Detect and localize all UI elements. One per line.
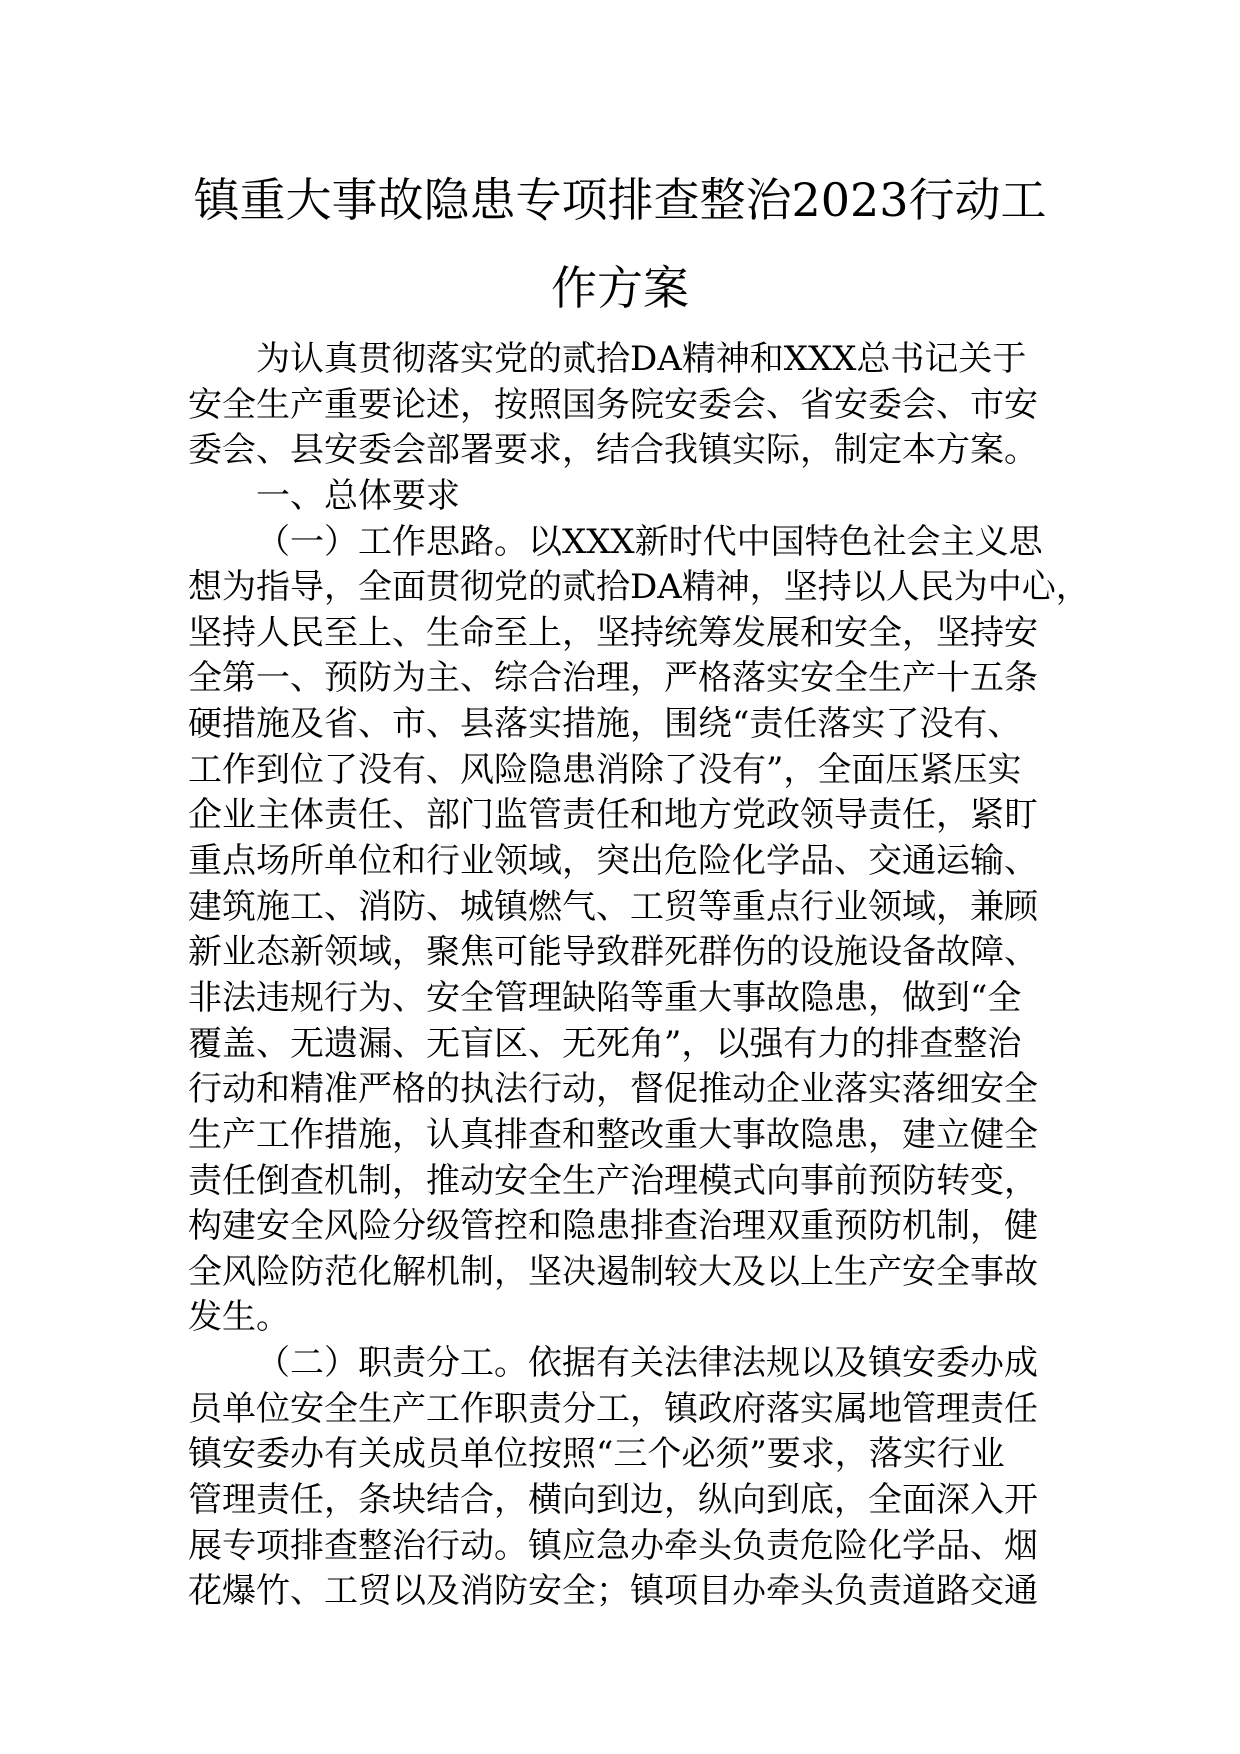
body-line: 非法违规行为、安全管理缺陷等重大事故隐患，做到“全 [188, 977, 1022, 1018]
body-line: 镇安委办有关成员单位按照“三个必须”要求，落实行业 [188, 1434, 1005, 1475]
body-line: 重点场所单位和行业领域，突出危险化学品、交通运输、 [188, 841, 1038, 882]
body-line: 覆盖、无遗漏、无盲区、无死角”，以强有力的排查整治 [188, 1023, 1022, 1064]
body-line: 生产工作措施，认真排查和整改重大事故隐患，建立健全 [188, 1114, 1038, 1155]
body-line: （二）职责分工。依据有关法律法规以及镇安委办成 [256, 1343, 1038, 1384]
body-line: 新业态新领域，聚焦可能导致群死群伤的设施设备故障、 [188, 932, 1038, 973]
body-line: 全第一、预防为主、综合治理，严格落实安全生产十五条 [188, 658, 1038, 699]
body-line: 工作到位了没有、风险隐患消除了没有”，全面压紧压实 [188, 749, 1022, 790]
body-line: 委会、县安委会部署要求，结合我镇实际，制定本方案。 [188, 430, 1038, 471]
section-heading: 一、总体要求 [256, 475, 460, 516]
body-line: 发生。 [188, 1297, 290, 1338]
body-line: 员单位安全生产工作职责分工，镇政府落实属地管理责任 [188, 1388, 1038, 1429]
document-title-line-2: 作方案 [551, 261, 689, 315]
body-line: 硬措施及省、市、县落实措施，围绕“责任落实了没有、 [188, 704, 1022, 745]
body-line: 建筑施工、消防、城镇燃气、工贸等重点行业领域，兼顾 [188, 886, 1038, 927]
body-line: 管理责任，条块结合，横向到边，纵向到底，全面深入开 [188, 1480, 1038, 1521]
body-line: （一）工作思路。以XXX新时代中国特色社会主义思 [256, 521, 1043, 562]
body-line: 责任倒查机制，推动安全生产治理模式向事前预防转变， [188, 1160, 1038, 1201]
body-line: 想为指导，全面贯彻党的贰拾DA精神，坚持以人民为中心， [188, 567, 1090, 608]
body-line: 构建安全风险分级管控和隐患排查治理双重预防机制，健 [188, 1206, 1038, 1247]
body-line: 行动和精准严格的执法行动，督促推动企业落实落细安全 [188, 1069, 1038, 1110]
body-line: 安全生产重要论述，按照国务院安委会、省安委会、市安 [188, 384, 1038, 425]
body-line: 坚持人民至上、生命至上，坚持统筹发展和安全，坚持安 [188, 612, 1038, 653]
document-body [188, 337, 1088, 1615]
body-line: 花爆竹、工贸以及消防安全；镇项目办牵头负责道路交通 [188, 1571, 1038, 1612]
body-line: 企业主体责任、部门监管责任和地方党政领导责任，紧盯 [188, 795, 1038, 836]
body-line: 为认真贯彻落实党的贰拾DA精神和XXX总书记关于 [256, 339, 1027, 379]
document-title-line-1: 镇重大事故隐患专项排查整治2023行动工 [193, 173, 1047, 227]
body-line: 展专项排查整治行动。镇应急办牵头负责危险化学品、烟 [188, 1525, 1038, 1566]
body-line: 全风险防范化解机制，坚决遏制较大及以上生产安全事故 [188, 1251, 1038, 1292]
